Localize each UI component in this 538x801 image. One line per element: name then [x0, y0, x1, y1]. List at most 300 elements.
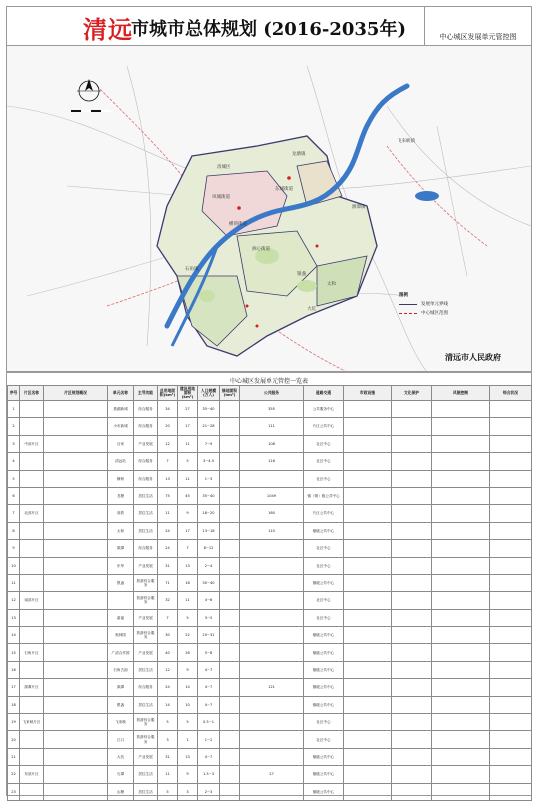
table-cell — [344, 505, 392, 522]
table-cell: 石潭 — [108, 766, 134, 783]
table-cell — [220, 627, 240, 644]
map-canvas — [7, 46, 531, 372]
column-header: 综合状况 — [490, 386, 532, 401]
place-label: 东城街道 — [275, 187, 293, 192]
legend-title: 图例 — [399, 293, 408, 298]
table-cell — [490, 731, 532, 748]
table-cell: 社区中心 — [304, 557, 344, 574]
table-cell: 源潭片区 — [20, 679, 44, 696]
table-cell — [20, 470, 44, 487]
table-cell: 镇级公共中心 — [304, 574, 344, 591]
planning-map[interactable] — [6, 46, 532, 372]
table-cell: 太和 — [108, 522, 134, 539]
table-cell — [44, 783, 108, 800]
column-header: 市政设施 — [344, 386, 392, 401]
table-cell: 社区中心 — [304, 731, 344, 748]
table-cell — [20, 696, 44, 713]
table-cell: 综合服务 — [134, 470, 158, 487]
table-cell — [432, 748, 490, 765]
table-cell: 9 — [8, 540, 20, 557]
table-cell — [490, 453, 532, 470]
table-cell: 121 — [240, 679, 304, 696]
table-cell: 龙塘 — [108, 487, 134, 504]
table-cell — [432, 731, 490, 748]
table-cell — [490, 679, 532, 696]
table-cell: 5 — [158, 714, 178, 731]
table-cell — [344, 748, 392, 765]
table-cell — [20, 401, 44, 418]
table-cell — [20, 731, 44, 748]
table-cell — [240, 470, 304, 487]
table-cell: 20 — [158, 418, 178, 435]
table-cell — [240, 696, 304, 713]
table-cell — [432, 714, 490, 731]
table-cell: 30 — [158, 627, 178, 644]
table-cell: 1 — [8, 401, 20, 418]
table-cell: 11 — [8, 574, 20, 591]
table-cell: 百家 — [108, 435, 134, 452]
table-cell — [490, 540, 532, 557]
table-cell — [20, 487, 44, 504]
table-cell: 18~20 — [198, 505, 220, 522]
table-cell: 24 — [158, 540, 178, 557]
table-cell: 13 — [8, 609, 20, 626]
table-cell: 22 — [178, 627, 198, 644]
table-cell — [44, 766, 108, 783]
table-cell: 东华 — [108, 557, 134, 574]
table-cell — [240, 574, 304, 591]
table-cell: 中部片区 — [20, 435, 44, 452]
table-cell — [240, 748, 304, 765]
table-cell: 14 — [178, 679, 198, 696]
table-cell: 3 — [158, 731, 178, 748]
table-cell — [44, 487, 108, 504]
table-cell — [490, 748, 532, 765]
table-cell: 32 — [158, 592, 178, 609]
table-cell: 居住生活 — [134, 487, 158, 504]
table-cell: 35~40 — [198, 401, 220, 418]
table-cell — [220, 435, 240, 452]
table-cell — [220, 609, 240, 626]
table-cell — [392, 401, 432, 418]
place-label: 横荷街道 — [229, 222, 247, 227]
table-cell: 镇级公共中心 — [304, 766, 344, 783]
map-legend — [399, 292, 471, 319]
table-cell — [490, 401, 532, 418]
table-cell: 8 — [8, 522, 20, 539]
table-cell: 0.5~1 — [198, 714, 220, 731]
place-label: 大坑 — [307, 307, 316, 312]
table-cell: 11 — [158, 505, 178, 522]
place-label: 龙塘镇 — [292, 152, 306, 157]
table-cell: 5 — [178, 714, 198, 731]
table-cell: 8~12 — [198, 540, 220, 557]
table-row — [8, 470, 532, 487]
table-cell: 4~6 — [198, 592, 220, 609]
table-cell — [220, 748, 240, 765]
table-cell: 清远站 — [108, 453, 134, 470]
legend-line-center — [399, 313, 417, 314]
table-cell: 14 — [8, 627, 20, 644]
table-cell — [44, 505, 108, 522]
table-cell — [392, 696, 432, 713]
table-header-row — [8, 386, 532, 401]
table-cell: 产业发展 — [134, 748, 158, 765]
table-cell: 1 — [178, 731, 198, 748]
table-cell — [432, 644, 490, 661]
table-cell: 公共服务中心 — [304, 401, 344, 418]
table-cell — [344, 418, 392, 435]
table-cell: 27 — [178, 401, 198, 418]
table-cell — [344, 401, 392, 418]
table-row — [8, 574, 532, 591]
table-cell — [44, 748, 108, 765]
table-cell: 镇（街）级公共中心 — [304, 487, 344, 504]
table-cell: 镇级公共中心 — [304, 679, 344, 696]
table-cell: 24 — [158, 679, 178, 696]
table-cell — [44, 714, 108, 731]
table-row — [8, 783, 532, 800]
column-header: 主导功能 — [134, 386, 158, 401]
legend-item: 发展单元界线 — [399, 301, 471, 307]
table-cell — [44, 679, 108, 696]
table-cell — [490, 592, 532, 609]
table-cell — [344, 470, 392, 487]
table-cell — [392, 731, 432, 748]
table-cell — [44, 592, 108, 609]
place-label: 源潭镇 — [352, 205, 366, 210]
table-cell — [220, 766, 240, 783]
table-cell: 5 — [8, 470, 20, 487]
table-row — [8, 714, 532, 731]
table-cell: 11 — [178, 435, 198, 452]
table-cell: 4~7 — [198, 679, 220, 696]
table-cell: 71 — [158, 574, 178, 591]
table-cell: 5 — [178, 453, 198, 470]
table-cell — [432, 401, 490, 418]
table-cell — [344, 540, 392, 557]
legend-item: 中心城区范围 — [399, 310, 471, 316]
table-row — [8, 540, 532, 557]
column-header: 绿地面积(hm²) — [220, 386, 240, 401]
table-cell — [392, 627, 432, 644]
table-cell: 社区中心 — [304, 592, 344, 609]
table-cell — [490, 505, 532, 522]
place-label: 洲心街道 — [252, 247, 270, 252]
column-header: 风貌控制 — [432, 386, 490, 401]
table-cell: 社区中心 — [304, 470, 344, 487]
table-cell: 旅游综合服务 — [134, 714, 158, 731]
table-cell — [20, 540, 44, 557]
table-row — [8, 627, 532, 644]
table-cell: 综合服务 — [134, 453, 158, 470]
table-cell: 2~4 — [198, 557, 220, 574]
table-cell — [220, 540, 240, 557]
table-cell: 17 — [178, 522, 198, 539]
table-cell — [392, 470, 432, 487]
table-cell: 居住生活 — [134, 522, 158, 539]
table-cell — [344, 522, 392, 539]
table-cell — [432, 609, 490, 626]
table-cell — [220, 644, 240, 661]
table-cell — [344, 783, 392, 800]
table-cell: 综合服务 — [134, 401, 158, 418]
table-cell: 11 — [158, 766, 178, 783]
table-cell: 社区中心 — [304, 609, 344, 626]
table-cell — [432, 505, 490, 522]
table-cell: 5~8 — [198, 644, 220, 661]
table-row — [8, 557, 532, 574]
table-cell — [108, 592, 134, 609]
table-cell: 镇级公共中心 — [304, 696, 344, 713]
column-header: 单元名称 — [108, 386, 134, 401]
table-title: 中心城区发展单元管控一览表 — [229, 378, 308, 385]
column-header: 人口规模(万人) — [198, 386, 220, 401]
table-cell: 15 — [8, 644, 20, 661]
table-cell: 9 — [178, 505, 198, 522]
table-cell: 108 — [240, 435, 304, 452]
table-cell: 产业发展 — [134, 609, 158, 626]
table-cell — [432, 679, 490, 696]
table-cell — [344, 696, 392, 713]
table-row — [8, 418, 532, 435]
table-cell — [490, 470, 532, 487]
table-cell — [432, 522, 490, 539]
table-cell: 居住生活 — [134, 505, 158, 522]
table-cell — [344, 627, 392, 644]
table-body — [8, 401, 532, 801]
table-cell — [432, 435, 490, 452]
table-cell — [392, 418, 432, 435]
table-row — [8, 766, 532, 783]
table-cell — [490, 435, 532, 452]
table-cell: 3 — [178, 783, 198, 800]
table-cell: 嘉福 — [108, 609, 134, 626]
table-cell: 2 — [8, 418, 20, 435]
table-cell — [240, 540, 304, 557]
table-cell — [240, 661, 304, 678]
table-row — [8, 679, 532, 696]
table-cell: 居住生活 — [134, 696, 158, 713]
table-cell — [490, 609, 532, 626]
table-cell: 21 — [8, 748, 20, 765]
table-cell — [432, 661, 490, 678]
table-cell — [432, 766, 490, 783]
table-cell — [490, 714, 532, 731]
table-cell — [392, 644, 432, 661]
column-header: 序号 — [8, 386, 20, 401]
table-cell — [432, 592, 490, 609]
page-title: 市城市总体规划 (2016-2035年) — [131, 19, 406, 40]
table-cell: 居住生活 — [134, 766, 158, 783]
table-cell: 35~40 — [198, 487, 220, 504]
table-cell: 燕湖新城 — [108, 401, 134, 418]
table-cell: 高铁 — [108, 505, 134, 522]
scale-bar — [71, 110, 111, 112]
table-cell: 19 — [8, 714, 20, 731]
table-cell — [240, 783, 304, 800]
table-cell — [490, 766, 532, 783]
table-cell: 社区中心 — [304, 435, 344, 452]
table-cell: 石角古韵 — [108, 661, 134, 678]
table-cell — [344, 644, 392, 661]
table-cell — [344, 557, 392, 574]
table-cell: 12 — [158, 661, 178, 678]
table-cell — [240, 557, 304, 574]
north-arrow-icon — [77, 79, 101, 101]
reservoir — [415, 191, 439, 201]
table-cell: 7 — [178, 540, 198, 557]
table-cell: 片区公共中心 — [304, 505, 344, 522]
table-cell: 广清合作园 — [108, 644, 134, 661]
table-cell — [44, 731, 108, 748]
table-cell — [490, 574, 532, 591]
table-cell — [432, 487, 490, 504]
table-cell: 旅游综合服务 — [134, 574, 158, 591]
table-cell — [220, 453, 240, 470]
table-cell: 旅游综合服务 — [134, 731, 158, 748]
table-cell — [44, 470, 108, 487]
table-cell: 横荷 — [108, 470, 134, 487]
table-cell: 160 — [240, 505, 304, 522]
place-label: 石角镇 — [185, 267, 199, 272]
table-cell: 产业发展 — [134, 644, 158, 661]
table-cell: 6 — [8, 487, 20, 504]
place-label: 凤城街道 — [212, 195, 230, 200]
table-cell: 北部片区 — [20, 505, 44, 522]
table-cell: 旅游综合服务 — [134, 627, 158, 644]
table-cell — [20, 557, 44, 574]
table-cell — [432, 627, 490, 644]
table-cell — [20, 609, 44, 626]
table-cell — [220, 696, 240, 713]
table-cell: 20~31 — [198, 627, 220, 644]
table-cell — [44, 540, 108, 557]
table-cell: 18 — [8, 696, 20, 713]
table-cell — [20, 627, 44, 644]
table-cell — [490, 783, 532, 800]
table-row — [8, 435, 532, 452]
column-header: 文化保护 — [392, 386, 432, 401]
table-cell: 山塘 — [108, 783, 134, 800]
table-cell: 7~9 — [198, 435, 220, 452]
table-cell: 1~2 — [198, 731, 220, 748]
table-cell: 31 — [158, 557, 178, 574]
table-cell — [240, 731, 304, 748]
table-cell — [20, 783, 44, 800]
place-label: 飞来峡镇 — [397, 139, 415, 144]
table-cell — [490, 661, 532, 678]
table-cell — [240, 609, 304, 626]
column-header: 道路交通 — [304, 386, 344, 401]
table-cell: 9 — [178, 661, 198, 678]
table-cell — [20, 418, 44, 435]
header-banner — [6, 6, 532, 46]
table-cell: 7 — [8, 505, 20, 522]
table-cell — [392, 783, 432, 800]
table-cell: 11 — [178, 470, 198, 487]
table-cell — [392, 487, 432, 504]
table-cell — [344, 731, 392, 748]
table-cell — [44, 574, 108, 591]
table-cell — [392, 505, 432, 522]
place-label: 银盏 — [297, 272, 306, 277]
table-row — [8, 401, 532, 418]
table-row — [8, 661, 532, 678]
table-cell: 18 — [178, 574, 198, 591]
table-cell: 16 — [8, 661, 20, 678]
table-cell: 1.5~3 — [198, 766, 220, 783]
table-cell: 镇级公共中心 — [304, 627, 344, 644]
table-cell — [490, 487, 532, 504]
table-cell: 12 — [8, 592, 20, 609]
table-cell: 22 — [8, 766, 20, 783]
table-cell: 10 — [8, 557, 20, 574]
table-cell — [20, 748, 44, 765]
table-cell: 社区中心 — [304, 453, 344, 470]
table-cell — [44, 418, 108, 435]
column-header: 片区名称 — [20, 386, 44, 401]
table-cell: 7 — [158, 453, 178, 470]
table-cell — [490, 522, 532, 539]
table-cell: 28 — [178, 644, 198, 661]
table-cell: 1049 — [240, 487, 304, 504]
table-cell — [44, 696, 108, 713]
table-cell — [490, 627, 532, 644]
column-header: 建设用地面积(km²) — [178, 386, 198, 401]
table-cell — [432, 783, 490, 800]
unit-control-table — [7, 385, 532, 801]
table-cell — [44, 644, 108, 661]
table-cell — [392, 661, 432, 678]
table-cell: 江口 — [108, 731, 134, 748]
table-cell — [44, 435, 108, 452]
table-cell: 13 — [158, 470, 178, 487]
column-header: 片区规划概况 — [44, 386, 108, 401]
table-cell — [220, 679, 240, 696]
table-cell: 社区中心 — [304, 540, 344, 557]
table-cell — [432, 574, 490, 591]
table-cell: 奥林园 — [108, 627, 134, 644]
table-cell: 21~28 — [198, 418, 220, 435]
table-cell — [432, 557, 490, 574]
table-row — [8, 505, 532, 522]
table-cell — [44, 661, 108, 678]
table-cell: 4~7 — [198, 696, 220, 713]
table-cell — [392, 609, 432, 626]
table-cell: 27 — [240, 766, 304, 783]
table-cell: 3 — [8, 435, 20, 452]
column-header: 总用地面积(km²) — [158, 386, 178, 401]
table-cell: 31 — [158, 748, 178, 765]
table-cell — [344, 679, 392, 696]
table-cell: 75 — [158, 487, 178, 504]
table-cell — [344, 661, 392, 678]
table-cell — [344, 592, 392, 609]
table-cell — [220, 505, 240, 522]
table-cell — [44, 557, 108, 574]
table-cell — [392, 453, 432, 470]
table-cell: 4~7 — [198, 748, 220, 765]
map-subtitle: 中心城区发展单元管控图 — [439, 33, 517, 41]
table-cell: 116 — [240, 453, 304, 470]
table-cell: 24 — [158, 522, 178, 539]
table-cell: 旅游综合服务 — [134, 592, 158, 609]
table-cell — [432, 453, 490, 470]
legend-line-boundary — [399, 304, 417, 305]
table-cell — [344, 714, 392, 731]
table-cell — [392, 540, 432, 557]
